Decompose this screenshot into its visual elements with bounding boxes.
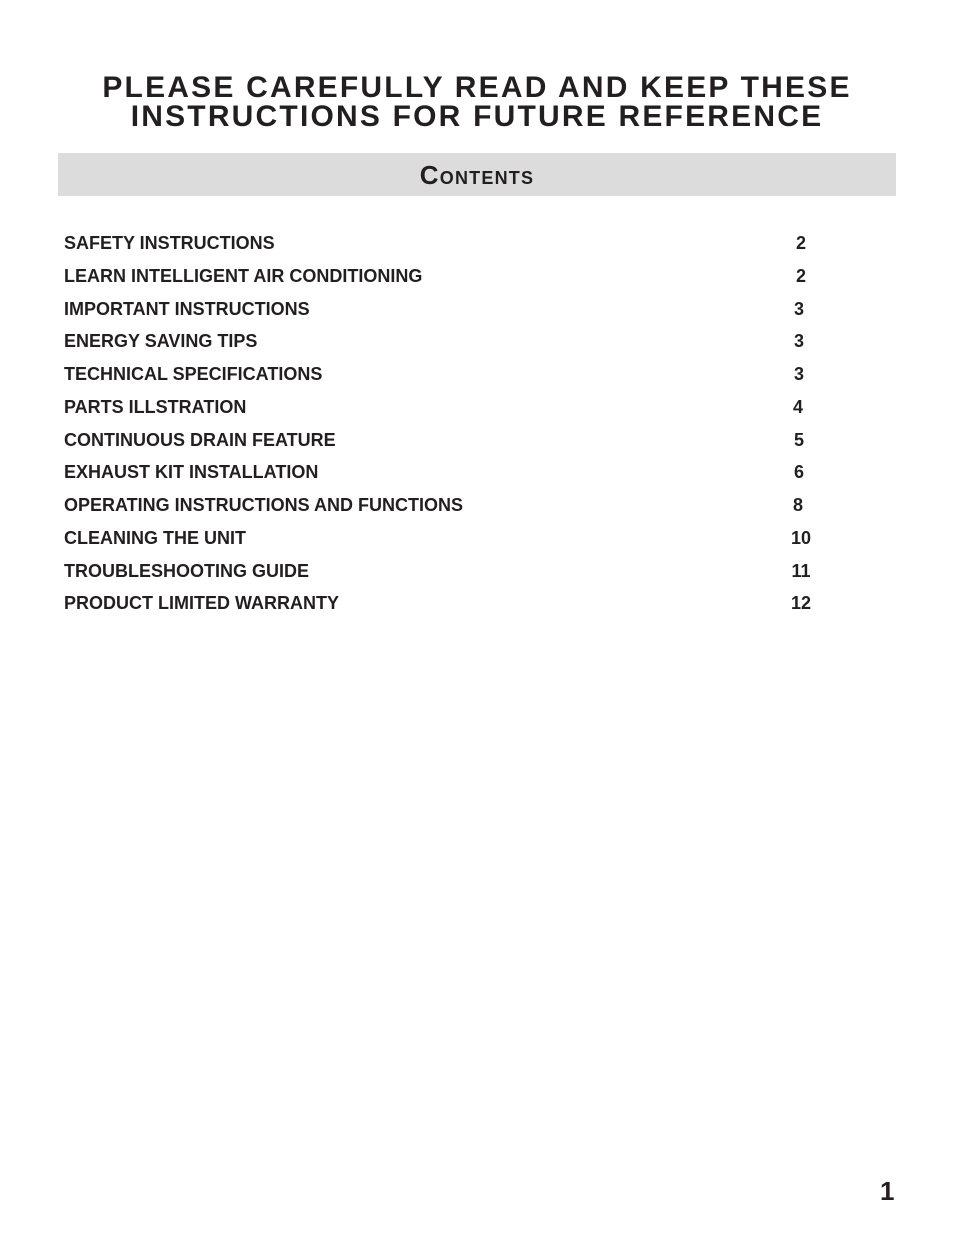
- document-title: [0, 73, 954, 131]
- toc-entry-page: 10: [790, 527, 812, 548]
- toc-entry[interactable]: [0, 297, 954, 330]
- toc-entry-title: EXHAUST KIT INSTALLATION: [64, 462, 319, 483]
- toc-entry-title: LEARN INTELLIGENT AIR CONDITIONING: [64, 265, 423, 286]
- toc-entry[interactable]: [0, 428, 954, 461]
- toc-entry[interactable]: [0, 231, 954, 264]
- toc-entry-page: 11: [791, 560, 811, 581]
- toc-entry-title: TROUBLESHOOTING GUIDE: [64, 560, 310, 581]
- table-of-contents: [0, 231, 954, 624]
- toc-entry[interactable]: [0, 264, 954, 297]
- title-line-2: INSTRUCTIONS FOR FUTURE REFERENCE: [130, 100, 824, 133]
- toc-entry-page: 3: [793, 298, 804, 319]
- toc-entry[interactable]: [0, 460, 954, 493]
- toc-entry[interactable]: [0, 362, 954, 395]
- toc-entry-page: 6: [793, 462, 804, 483]
- toc-entry[interactable]: [0, 526, 954, 559]
- contents-header-band: [58, 153, 896, 196]
- toc-entry[interactable]: [0, 329, 954, 362]
- toc-entry-title: CONTINUOUS DRAIN FEATURE: [64, 429, 336, 450]
- toc-entry-title: TECHNICAL SPECIFICATIONS: [64, 364, 323, 384]
- toc-entry-page: 2: [795, 265, 806, 286]
- toc-entry-page: 5: [793, 429, 804, 450]
- contents-heading: Contents: [419, 160, 535, 190]
- toc-entry[interactable]: [0, 591, 954, 624]
- toc-entry-title: ENERGY SAVING TIPS: [64, 331, 258, 352]
- toc-entry-page: 12: [790, 593, 812, 614]
- toc-entry-title: OPERATING INSTRUCTIONS AND FUNCTIONS: [64, 495, 463, 515]
- toc-entry-title: CLEANING THE UNIT: [64, 527, 246, 548]
- toc-entry[interactable]: [0, 395, 954, 428]
- toc-entry-page: 4: [792, 396, 803, 417]
- toc-entry-title: PRODUCT LIMITED WARRANTY: [64, 593, 339, 614]
- toc-entry-page: 8: [792, 495, 803, 515]
- toc-entry-title: IMPORTANT INSTRUCTIONS: [64, 298, 310, 319]
- toc-entry-page: 3: [793, 331, 804, 352]
- toc-entry[interactable]: [0, 559, 954, 592]
- toc-entry-page: 2: [795, 233, 806, 253]
- page-number: 1: [880, 1176, 895, 1206]
- toc-entry-title: SAFETY INSTRUCTIONS: [64, 233, 275, 253]
- title-line-1: PLEASE CAREFULLY READ AND KEEP THESE: [102, 71, 852, 104]
- toc-entry-page: 3: [793, 364, 804, 384]
- toc-entry[interactable]: [0, 493, 954, 526]
- toc-entry-title: PARTS ILLSTRATION: [64, 396, 247, 417]
